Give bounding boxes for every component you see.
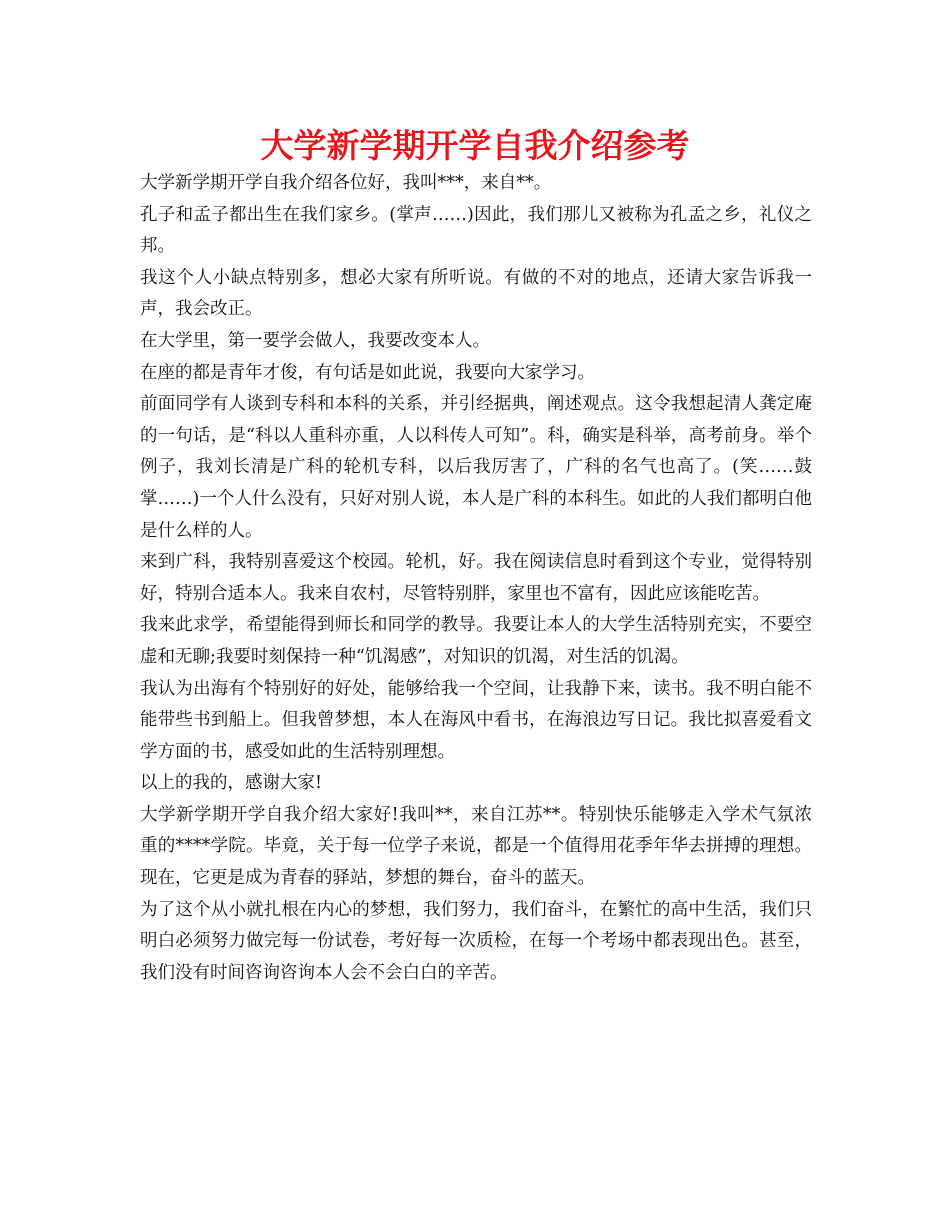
paragraph-9: 我认为出海有个特别好的好处，能够给我一个空间，让我静下来，读书。我不明白能不能带些书到船上。但我曾梦想，本人在海风中看书，在海浪边写日记。我比拟喜爱看文学方面的书，感受如此的生活特别理想。	[140, 678, 812, 762]
document-body	[140, 168, 812, 989]
paragraph-1: 大学新学期开学自我介绍各位好，我叫***，来自**。	[140, 173, 552, 193]
paragraph-11: 大学新学期开学自我介绍大家好!我叫**，来自江苏**。特别快乐能够走入学术气氛浓重的****学院。毕竟，关于每一位学子来说，都是一个值得用花季年华去拼搏的理想。现在，它更是成为青春的驿站，梦想的舞台，奋斗的蓝天。	[140, 804, 812, 889]
document-title: 大学新学期开学自我介绍参考	[260, 126, 690, 165]
paragraph-12: 为了这个从小就扎根在内心的梦想，我们努力，我们奋斗，在繁忙的高中生活，我们只明白必须努力做完每一份试卷，考好每一次质检，在每一个考场中都表现出色。甚至，我们没有时间咨询咨询本人会不会白白的辛苦。	[140, 899, 812, 983]
paragraph-7: 来到广科，我特别喜爱这个校园。轮机，好。我在阅读信息时看到这个专业，觉得特别好，特别合适本人。我来自农村，尽管特别胖，家里也不富有，因此应该能吃苦。	[140, 552, 812, 604]
paragraph-6: 前面同学有人谈到专科和本科的关系，并引经据典，阐述观点。这令我想起清人龚定庵的一句话，是“科以人重科亦重，人以科传人可知”。科，确实是科举，高考前身。举个例子，我刘长清是广科的轮机专科，以后我厉害了，广科的名气也高了。(笑……鼓掌……)一个人什么没有，只好对别人说，本人是广科的本科生。如此的人我们都明白他是什么样的人。	[140, 394, 812, 541]
paragraph-3: 我这个人小缺点特别多，想必大家有所听说。有做的不对的地点，还请大家告诉我一声，我会改正。	[140, 267, 812, 320]
paragraph-2: 孔子和孟子都出生在我们家乡。(掌声……)因此，我们那儿又被称为孔孟之乡，礼仪之邦。	[140, 204, 812, 257]
paragraph-8: 我来此求学，希望能得到师长和同学的教导。我要让本人的大学生活特别充实，不要空虚和无聊;我要时刻保持一种“饥渴感”，对知识的饥渴，对生活的饥渴。	[140, 615, 812, 667]
paragraph-4: 在大学里，第一要学会做人，我要改变本人。	[140, 330, 490, 351]
paragraph-5: 在座的都是青年才俊，有句话是如此说，我要向大家学习。	[140, 362, 595, 383]
paragraph-10: 以上的我的，感谢大家!	[140, 773, 323, 794]
